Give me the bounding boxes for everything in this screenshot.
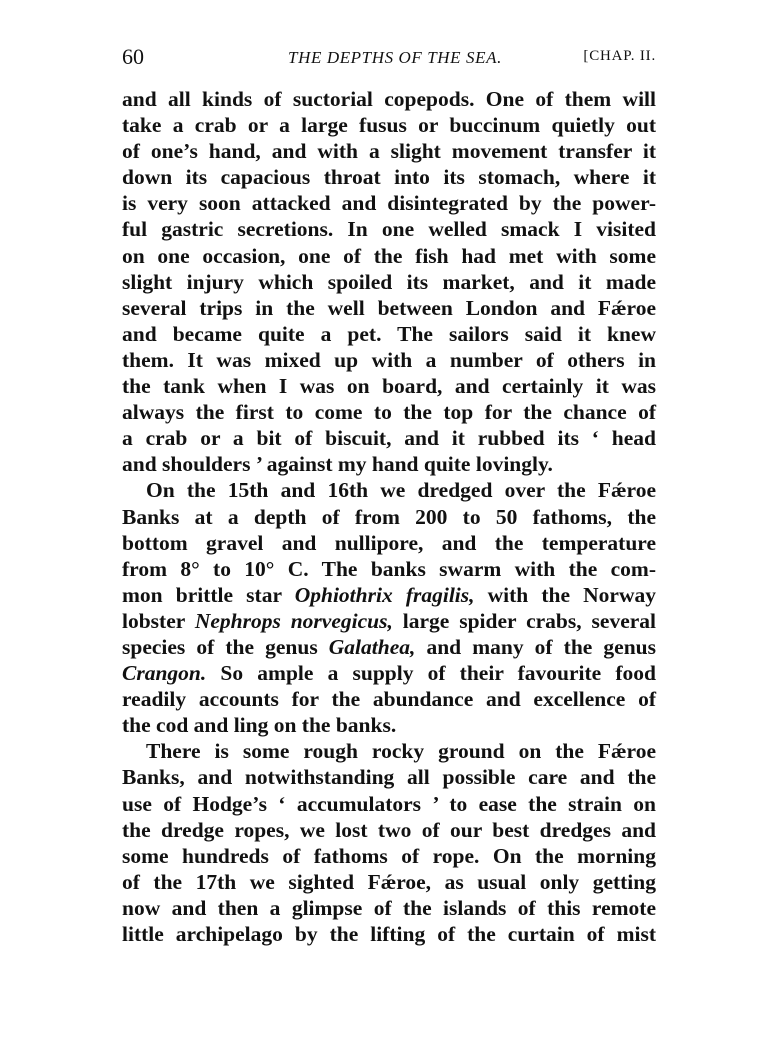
text-line: of one’s hand, and with a slight movement transfer it — [122, 139, 656, 164]
paragraph-2 — [122, 477, 656, 738]
line-segment: species of the genus — [122, 634, 329, 659]
text-line: some hundreds of fathoms of rope. On the morning — [122, 843, 656, 868]
text-line: from 8° to 10° C. The banks swarm with the com- — [122, 556, 656, 581]
text-line: use of Hodge’s ‘ accumulators ’ to ease the strain on — [122, 791, 656, 816]
text-line: Banks at a depth of from 200 to 50 fathoms, the — [122, 504, 656, 529]
text-line: ful gastric secretions. In one welled smack I visited — [122, 217, 656, 242]
line-segment: lobster — [122, 608, 195, 633]
text-line: slight injury which spoiled its market, and it made — [122, 269, 656, 294]
text-line: On the 15th and 16th we dredged over the Fǽroe — [146, 478, 656, 503]
page-number: 60 — [122, 44, 144, 69]
text-line: Banks, and notwithstanding all possible care and the — [122, 765, 656, 790]
text-line — [122, 660, 656, 686]
text-line: is very soon attacked and disintegrated by the power- — [122, 191, 656, 216]
paragraph-1 — [122, 86, 656, 477]
text-line: on one occasion, one of the fish had met with some — [122, 243, 656, 268]
text-line: now and then a glimpse of the islands of this remote — [122, 895, 656, 920]
genus-name: Crangon. — [122, 661, 207, 686]
text-line — [122, 608, 656, 634]
line-segment: mon brittle star — [122, 582, 295, 607]
line-segment: with the Norway — [474, 582, 656, 607]
text-line: and shoulders ’ against my hand quite lovingly. — [122, 452, 553, 477]
text-line: and all kinds of suctorial copepods. One of them will — [122, 87, 656, 111]
text-line: take a crab or a large fusus or buccinum quietly out — [122, 113, 656, 138]
text-line — [122, 582, 656, 608]
body-text — [122, 86, 656, 947]
text-line: several trips in the well between London and Fǽroe — [122, 295, 656, 320]
running-title: THE DEPTHS OF THE SEA. — [288, 48, 502, 67]
text-line: little archipelago by the lifting of the curtain of mist — [122, 922, 656, 946]
text-line: the dredge ropes, we lost two of our best dredges and — [122, 817, 656, 842]
species-name: Nephrops norvegicus, — [194, 608, 393, 633]
running-head — [120, 44, 656, 74]
line-segment: large spider crabs, several — [392, 608, 656, 633]
text-line: down its capacious throat into its stomach, where it — [122, 165, 656, 190]
text-line: them. It was mixed up with a number of others in — [122, 347, 656, 372]
text-line: bottom gravel and nullipore, and the temperature — [122, 530, 656, 555]
paragraph-3 — [122, 738, 656, 947]
genus-name: Galathea, — [328, 634, 416, 659]
text-line: the tank when I was on board, and certainly it was — [122, 374, 656, 399]
line-segment: and many of the genus — [415, 634, 656, 659]
chapter-reference: [CHAP. II. — [583, 48, 656, 64]
text-line: of the 17th we sighted Fǽroe, as usual only getting — [122, 869, 656, 894]
text-line: and became quite a pet. The sailors said it knew — [122, 321, 656, 346]
text-line: always the first to come to the top for the chance of — [122, 400, 656, 425]
text-line: readily accounts for the abundance and excellence of — [122, 687, 656, 712]
text-line: There is some rough rocky ground on the Fǽroe — [146, 739, 656, 764]
text-line: the cod and ling on the banks. — [122, 713, 397, 738]
text-line: a crab or a bit of biscuit, and it rubbed its ‘ head — [122, 426, 656, 451]
species-name: Ophiothrix fragilis, — [294, 582, 475, 607]
line-segment: So ample a supply of their favourite food — [206, 661, 656, 686]
text-line — [122, 634, 656, 660]
